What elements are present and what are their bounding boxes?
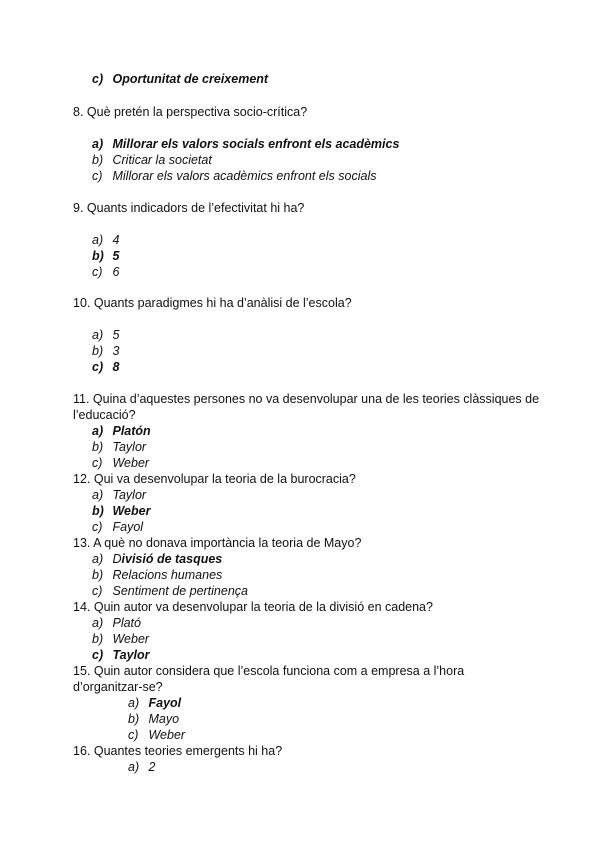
option-text: Sentiment de pertinença — [112, 584, 248, 598]
question-10: 10. Quants paradigmes hi ha d’anàlisi de l’escola? — [73, 296, 352, 310]
option-label: c) — [92, 72, 104, 86]
option-text: Weber — [112, 632, 150, 646]
option-text: 5 — [112, 249, 120, 263]
option-text: Millorar els valors socials enfront els acadèmics — [112, 137, 400, 151]
option-label: a) — [92, 137, 104, 151]
option-8-c — [92, 168, 376, 184]
option-text: Relacions humanes — [112, 568, 223, 582]
option-13-a — [92, 551, 222, 567]
option-16-a — [128, 759, 155, 775]
option-label: b) — [92, 504, 104, 518]
option-9-a — [92, 232, 119, 248]
option-label: a) — [92, 488, 104, 502]
option-text: 5 — [112, 328, 120, 342]
option-label: c) — [92, 360, 104, 374]
option-label: a) — [92, 616, 104, 630]
option-text: 4 — [112, 233, 120, 247]
option-10-c — [92, 359, 119, 375]
option-label: a) — [92, 424, 104, 438]
option-label: c) — [92, 584, 103, 598]
option-text: 3 — [112, 344, 120, 358]
option-text: Fayol — [148, 696, 182, 710]
option-9-c — [92, 264, 119, 280]
question-15-line1: 15. Quin autor considera que l’escola funciona com a empresa a l’hora — [73, 664, 465, 678]
option-label: b) — [92, 153, 104, 167]
option-text: Criticar la societat — [112, 153, 212, 167]
question-14: 14. Quin autor va desenvolupar la teoria de la divisió en cadena? — [73, 600, 433, 614]
option-8-a — [92, 136, 399, 152]
option-label: c) — [128, 728, 139, 742]
question-11-line2: l’educació? — [73, 408, 136, 422]
question-16: 16. Quantes teories emergents hi ha? — [73, 744, 283, 758]
option-9-b — [92, 248, 119, 264]
option-text: Plató — [112, 616, 141, 630]
option-text: Oportunitat de creixement — [112, 72, 269, 86]
option-label: b) — [92, 249, 104, 263]
question-13: 13. A què no donava importància la teoria de Mayo? — [73, 536, 362, 550]
option-12-b — [92, 503, 150, 519]
option-text: Millorar els valors acadèmics enfront els socials — [112, 169, 377, 183]
option-13-b — [92, 567, 222, 583]
option-label: c) — [92, 520, 103, 534]
option-label: a) — [92, 233, 104, 247]
question-9: 9. Quants indicadors de l’efectivitat hi ha? — [73, 201, 305, 215]
option-text: Weber — [112, 504, 151, 518]
option-label: b) — [128, 712, 140, 726]
option-11-c — [92, 455, 149, 471]
option-label: c) — [92, 169, 103, 183]
option-label: c) — [92, 648, 104, 662]
question-8: 8. Què pretén la perspectiva socio-crítica? — [73, 105, 308, 119]
option-text: 6 — [112, 265, 120, 279]
option-text: Weber — [148, 728, 186, 742]
option-label: b) — [92, 568, 104, 582]
option-12-a — [92, 487, 146, 503]
option-text: Taylor — [112, 488, 147, 502]
option-label: b) — [92, 632, 104, 646]
option-15-a — [128, 695, 181, 711]
option-text: 8 — [112, 360, 120, 374]
option-13-c — [92, 583, 248, 599]
option-text: 2 — [148, 760, 156, 774]
option-15-b — [128, 711, 179, 727]
option-text: Platón — [112, 424, 151, 438]
option-14-a — [92, 615, 141, 631]
option-text: Weber — [112, 456, 150, 470]
option-15-c — [128, 727, 185, 743]
option-label: a) — [128, 696, 140, 710]
option-label: c) — [92, 456, 103, 470]
question-15-line2: d’organitzar-se? — [73, 680, 163, 694]
option-11-a — [92, 423, 151, 439]
option-text: Taylor — [112, 440, 147, 454]
option-label: a) — [128, 760, 140, 774]
option-prev-c — [92, 71, 268, 87]
option-label: b) — [92, 344, 104, 358]
option-12-c — [92, 519, 143, 535]
option-label: c) — [92, 265, 103, 279]
option-text-first: D — [112, 552, 122, 566]
option-10-a — [92, 327, 119, 343]
option-11-b — [92, 439, 146, 455]
option-text: Mayo — [148, 712, 180, 726]
question-11-line1: 11. Quina d’aquestes persones no va desenvolupar una de les teories clàssiques de — [73, 392, 540, 406]
question-12: 12. Qui va desenvolupar la teoria de la burocracia? — [73, 472, 356, 486]
option-text-rest: ivisió de tasques — [121, 552, 223, 566]
option-14-c — [92, 647, 150, 663]
option-label: a) — [92, 552, 104, 566]
option-text: Fayol — [112, 520, 144, 534]
option-label: a) — [92, 328, 104, 342]
option-label: b) — [92, 440, 104, 454]
option-text: Taylor — [112, 648, 150, 662]
option-14-b — [92, 631, 149, 647]
option-8-b — [92, 152, 212, 168]
option-10-b — [92, 343, 119, 359]
